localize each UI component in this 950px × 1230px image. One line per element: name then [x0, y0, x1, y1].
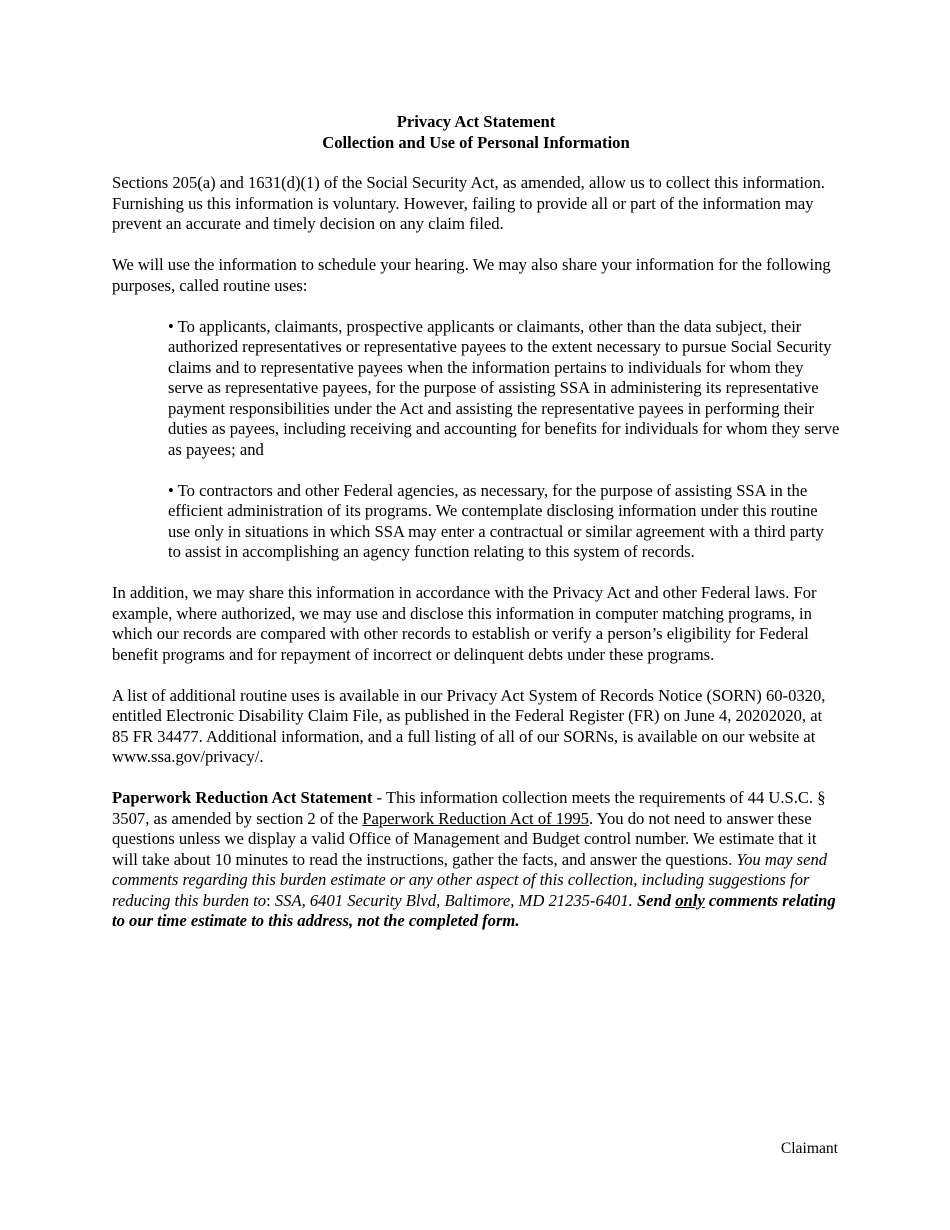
pra-address: SSA, 6401 Security Blvd, Baltimore, MD 21235-6401. [274, 890, 637, 910]
pra-text-1: - This information collection meets the requirements of 44 U.S.C. § 3507, as amended by section 2 of the [112, 788, 826, 828]
title-block [112, 112, 840, 153]
routine-use-bullet-1: • To applicants, claimants, prospective applicants or claimants, other than the data subject, their authorized representatives or representative payees to the extent necessary to pursue Social Security claims and to representative payees when the information pertains to individuals for whom they serve as representative payees, for the purpose of assisting SSA in administering its representative payment responsibilities under the Act and assisting the representative payees in performing their duties as payees, including receiving and accounting for benefits for individuals for whom they serve as payees; and [168, 316, 840, 459]
pra-text-2: . You do not need to answer these questions unless we display a valid Office of Management and Budget control number. We estimate that it will take about 10 minutes to read the instructions, gather the facts, and answer the questions. [112, 808, 817, 869]
document-subtitle: Collection and Use of Personal Information [322, 132, 630, 152]
pra-act-link: Paperwork Reduction Act of 1995 [362, 808, 589, 828]
sorn-paragraph: A list of additional routine uses is available in our Privacy Act System of Records Notice (SORN) 60-0320, entitled Electronic Disability Claim File, as published in the Federal Register (FR) on June 4, 20202020, at 85 FR 34477. Additional information, and a full listing of all of our SORNs, is available on our website at www.ssa.gov/privacy/. [112, 685, 826, 766]
additional-sharing-paragraph: In addition, we may share this information in accordance with the Privacy Act and other Federal laws. For example, where authorized, we may use and disclose this information in computer matching programs, in which our records are compared with other records to establish or verify a person’s eligibility for Federal benefit programs and for repayment of incorrect or delinquent debts under these programs. [112, 583, 817, 664]
pra-bold-2: comments relating to our time estimate to this address, not the completed form. [112, 890, 836, 930]
purpose-paragraph: We will use the information to schedule your hearing. We may also share your information for the following purposes, called routine uses: [112, 255, 831, 295]
document-title: Privacy Act Statement [396, 112, 556, 131]
document-body [112, 112, 840, 952]
pra-bold-only: only [675, 890, 705, 910]
claimant-label: Claimant [780, 1140, 838, 1157]
paperwork-reduction-paragraph [112, 788, 840, 932]
pra-heading: Paperwork Reduction Act Statement [112, 788, 373, 807]
routine-use-bullet-2: • To contractors and other Federal agencies, as necessary, for the purpose of assisting SSA in the efficient administration of its programs. We contemplate disclosing information under this routine use only in situations in which SSA may enter a contractual or similar agreement with a third party to assist in accomplishing an agency function relating to this system of records. [168, 480, 824, 561]
authority-paragraph: Sections 205(a) and 1631(d)(1) of the Social Security Act, as amended, allow us to collect this information. Furnishing us this information is voluntary. However, failing to provide all or part of the information may prevent an accurate and timely decision on any claim filed. [112, 173, 825, 233]
pra-colon: : [266, 890, 275, 910]
pra-bold-1: Send [636, 890, 676, 910]
pra-italic-1: You may send comments regarding this burden estimate or any other aspect of this collection, including suggestions for reducing this burden to [112, 849, 828, 910]
